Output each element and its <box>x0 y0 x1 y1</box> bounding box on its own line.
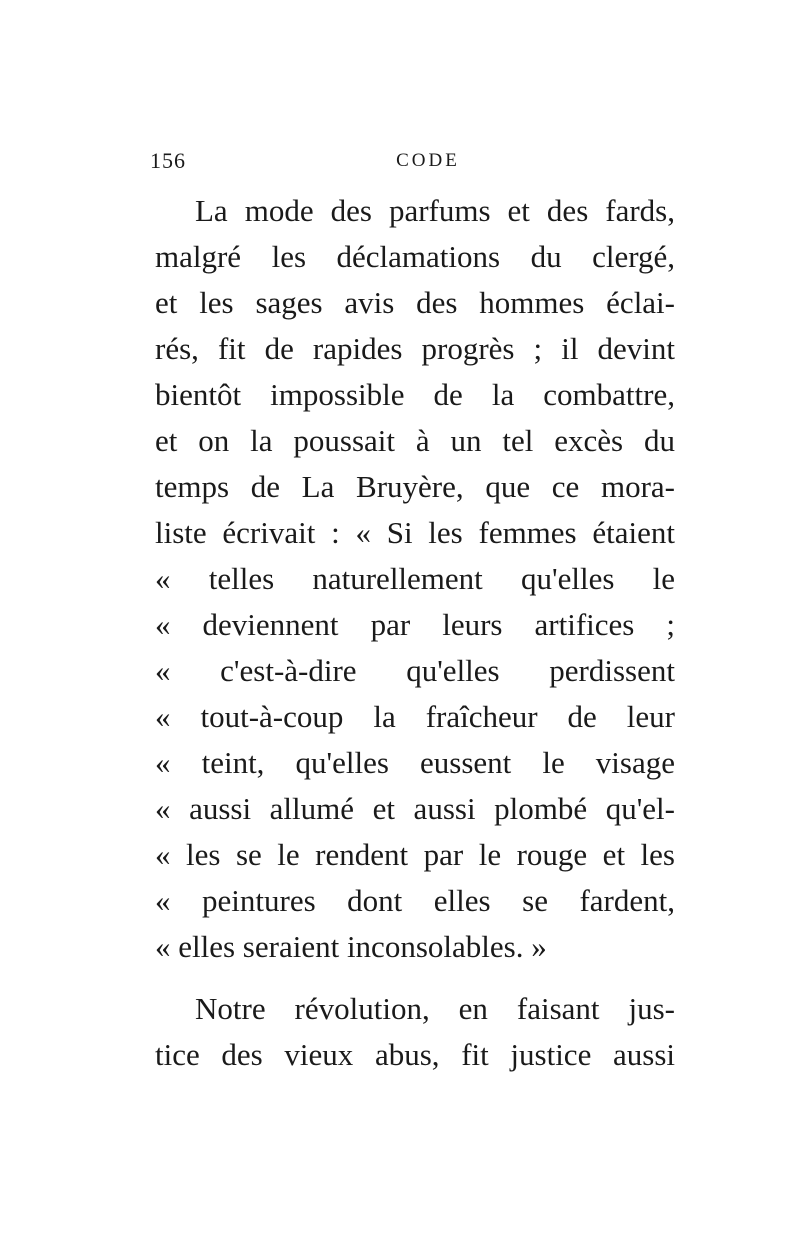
running-head: CODE <box>396 150 460 171</box>
paragraph-1 <box>155 188 675 970</box>
paragraph-break <box>155 970 675 986</box>
text-line: tice des vieux abus, fit justice aussi <box>155 1037 675 1072</box>
text-line: et on la poussait à un tel excès du <box>155 423 675 458</box>
text-line: temps de La Bruyère, que ce mora- <box>155 469 675 504</box>
text-line: « les se le rendent par le rouge et les <box>155 837 675 872</box>
text-line: « c'est-à-dire qu'elles perdissent <box>155 653 675 688</box>
text-line: malgré les déclamations du clergé, <box>155 239 675 274</box>
text-line: Notre révolution, en faisant jus- <box>195 991 675 1026</box>
body-text <box>155 188 675 1078</box>
text-line: « teint, qu'elles eussent le visage <box>155 745 675 780</box>
text-line: « peintures dont elles se fardent, <box>155 883 675 918</box>
text-line: « deviennent par leurs artifices ; <box>155 607 675 642</box>
text-line: « telles naturellement qu'elles le <box>155 561 675 596</box>
text-line: rés, fit de rapides progrès ; il devint <box>155 331 675 366</box>
page-number: 156 <box>150 148 186 173</box>
page-header <box>150 148 670 178</box>
text-line: bientôt impossible de la combattre, <box>155 377 675 412</box>
text-line: La mode des parfums et des fards, <box>195 193 675 228</box>
text-line: « aussi allumé et aussi plombé qu'el- <box>155 791 675 826</box>
text-line: « tout-à-coup la fraîcheur de leur <box>155 699 675 734</box>
paragraph-2 <box>155 986 675 1078</box>
text-line: « elles seraient inconsolables. » <box>155 929 547 964</box>
text-line: et les sages avis des hommes éclai- <box>155 285 675 320</box>
text-line: liste écrivait : « Si les femmes étaient <box>155 515 675 550</box>
